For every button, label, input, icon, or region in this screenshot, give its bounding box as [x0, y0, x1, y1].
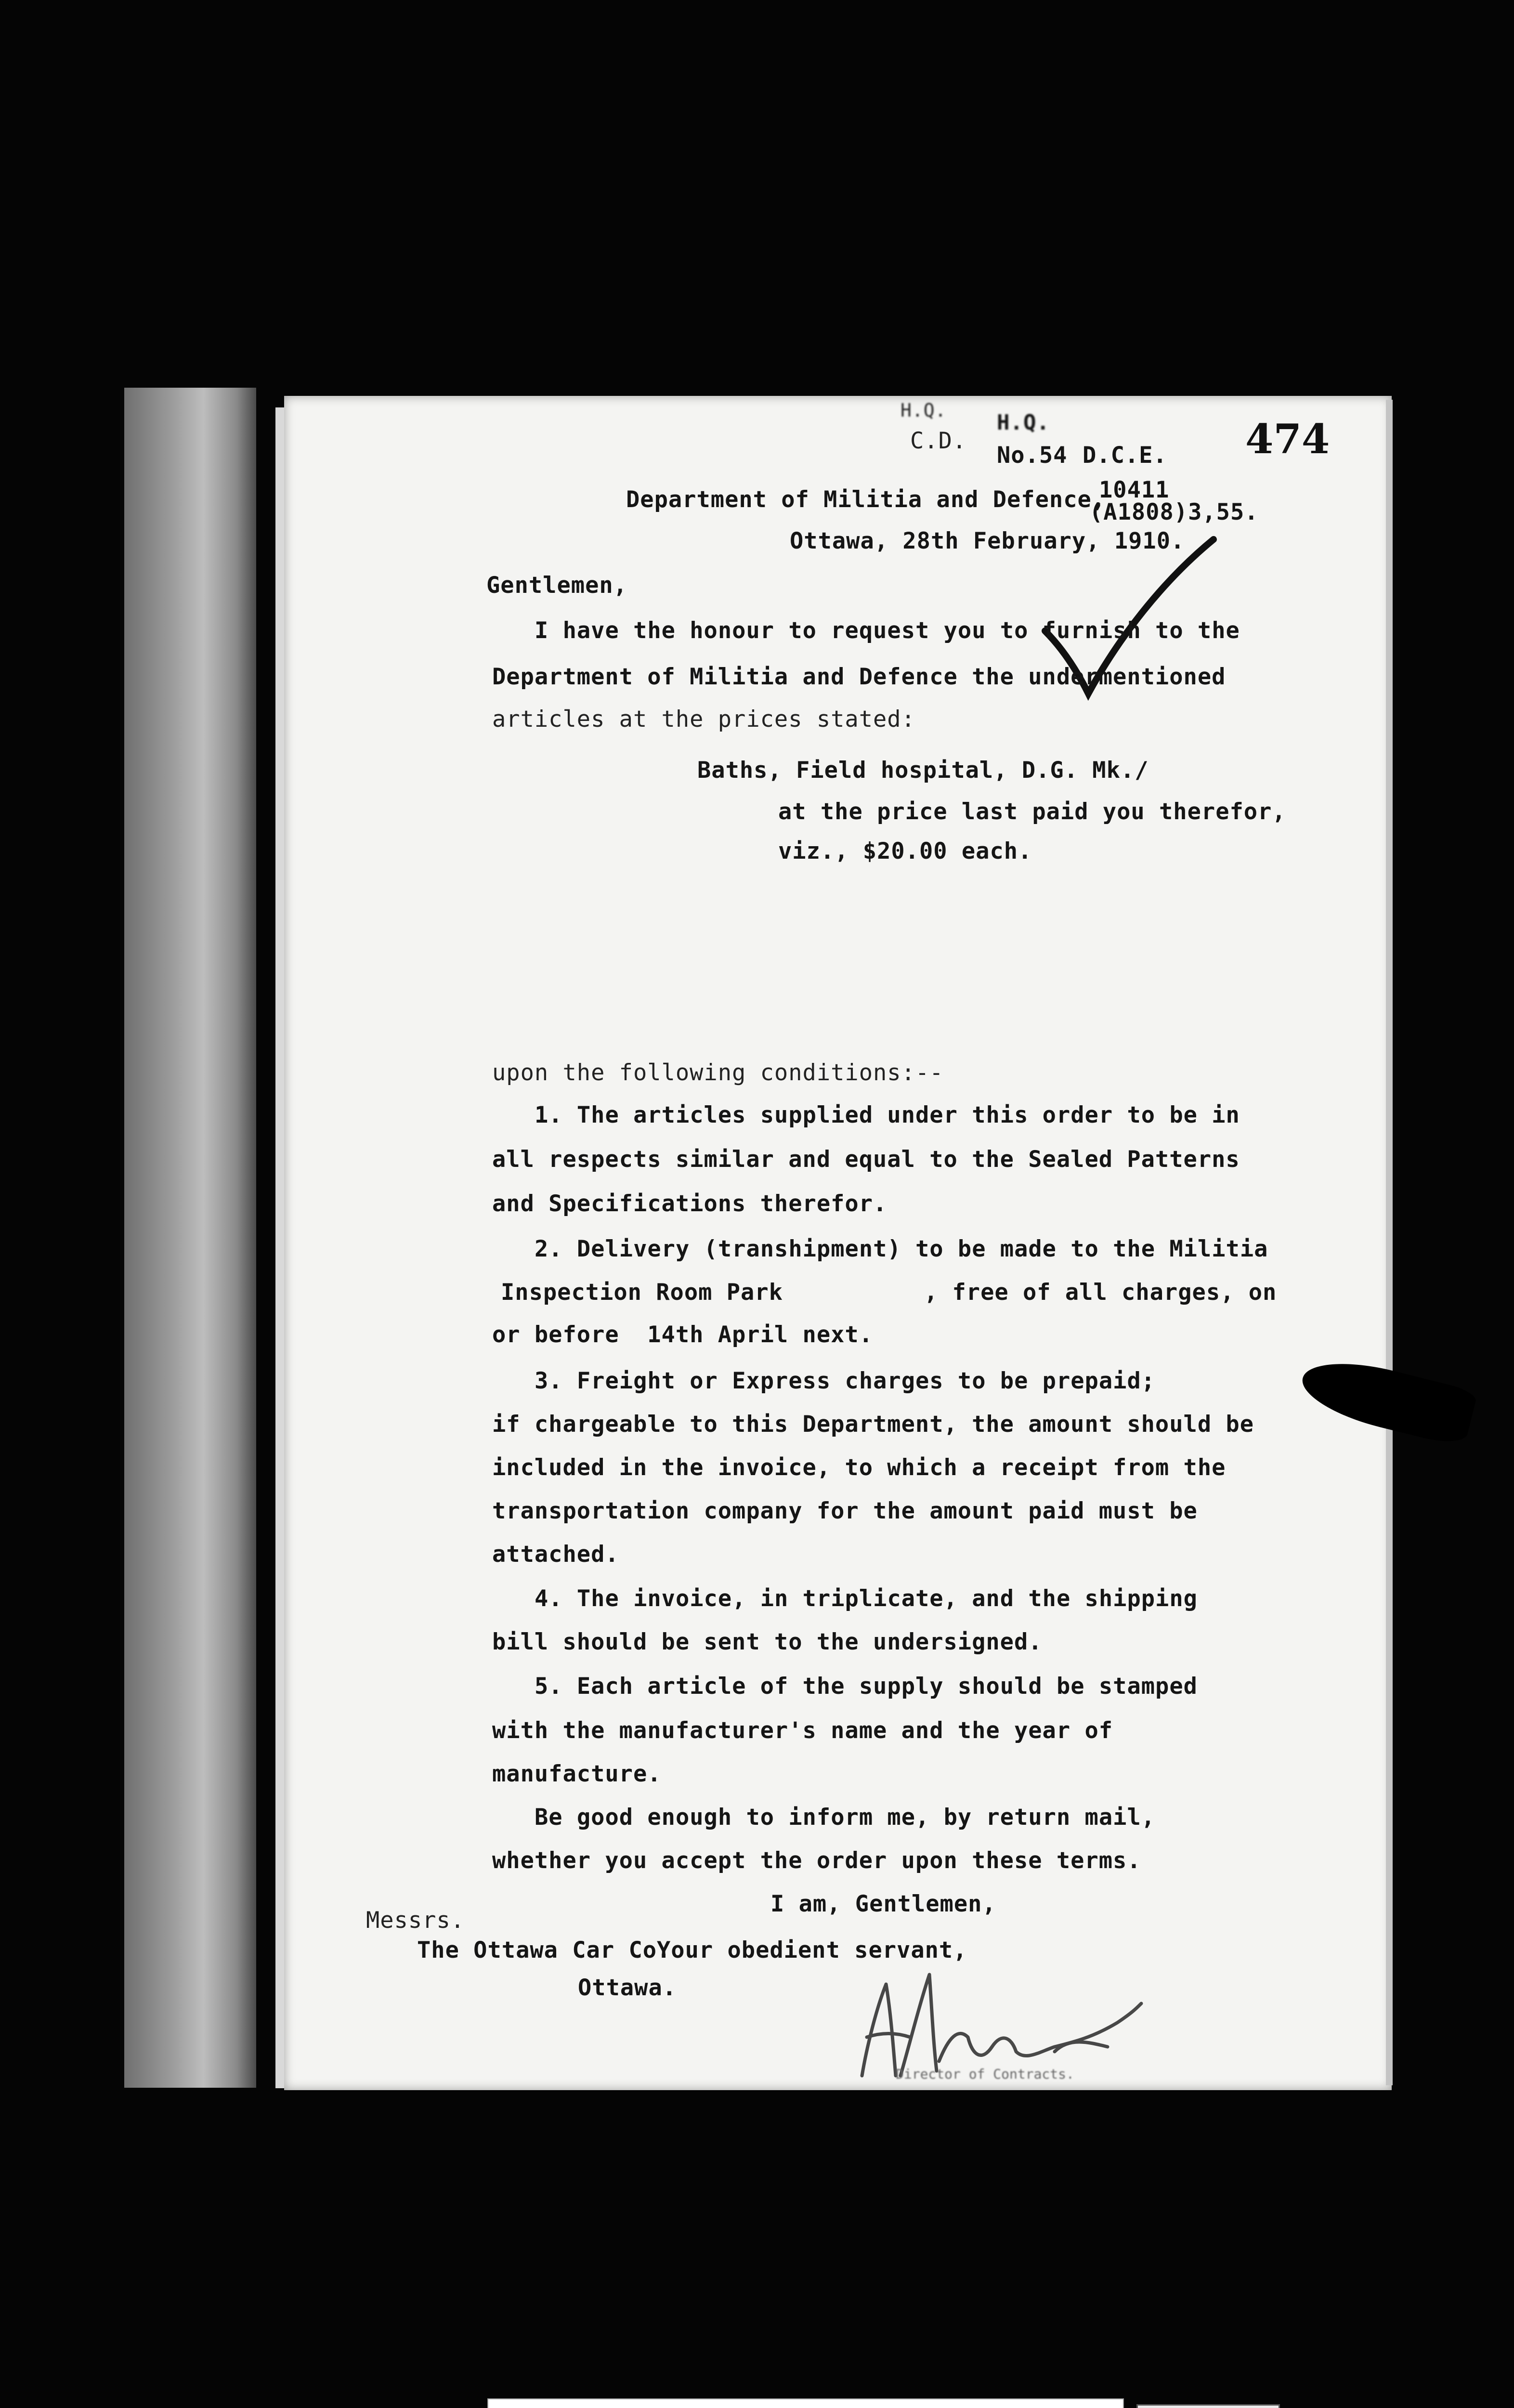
order-item-line-1: Baths, Field hospital, D.G. Mk./ [697, 757, 1149, 784]
condition-1-line-2: all respects similar and equal to the Sealed Patterns [492, 1146, 1240, 1173]
intro-line-2: Department of Militia and Defence the undermentioned [492, 664, 1226, 690]
condition-1-line-3: and Specifications therefor. [492, 1191, 888, 1217]
closing-line-2: whether you accept the order upon these terms. [492, 1847, 1141, 1874]
intro-line-3: articles at the prices stated: [492, 706, 915, 733]
addressee-messrs: Messrs. [366, 1907, 465, 1934]
header-ref-code: 10411 [1099, 477, 1170, 503]
header-no-stamp: D.C.E. [1083, 442, 1167, 469]
condition-5-line-3: manufacture. [492, 1761, 662, 1787]
condition-3-line-4: transportation company for the amount paid must be [492, 1498, 1198, 1524]
archive-reference-label [487, 2398, 1124, 2408]
condition-3-line-5: attached. [492, 1541, 619, 1568]
condition-3-line-3: included in the invoice, to which a receipt from the [492, 1454, 1226, 1481]
conditions-intro: upon the following conditions:-- [492, 1060, 944, 1086]
addressee-city: Ottawa. [578, 1975, 677, 2001]
addressee-company: The Ottawa Car Co. [417, 1937, 671, 1963]
signature-title: Director of Contracts. [896, 2066, 1074, 2082]
salutation: Gentlemen, [486, 572, 627, 599]
order-item-line-3: viz., $20.00 each. [778, 838, 1032, 864]
page-right-edge [1386, 400, 1393, 2085]
condition-2-line-3: or before 14th April next. [492, 1322, 874, 1348]
condition-3-line-2: if chargeable to this Department, the amount should be [492, 1411, 1254, 1438]
page-number: 474 [1245, 415, 1330, 463]
header-stamp-top: H.Q. [997, 410, 1050, 435]
obedient-servant: Your obedient servant, [657, 1937, 967, 1963]
condition-2-line-1: 2. Delivery (transhipment) to be made to the Militia [535, 1236, 1268, 1262]
header-ref-cd: C.D. [910, 428, 967, 454]
poor-copies-notice [1136, 2404, 1280, 2408]
binding-strip [124, 388, 256, 2088]
condition-5-line-1: 5. Each article of the supply should be stamped [535, 1673, 1198, 1700]
condition-2-line-2: Inspection Room Park , free of all charges, on [501, 1279, 1277, 1306]
condition-4-line-2: bill should be sent to the undersigned. [492, 1629, 1043, 1655]
intro-line-1: I have the honour to request you to furnish to the [535, 617, 1240, 644]
condition-3-line-1: 3. Freight or Express charges to be prepaid; [535, 1368, 1156, 1394]
condition-4-line-1: 4. The invoice, in triplicate, and the shipping [535, 1585, 1198, 1612]
header-no: No.54 [997, 442, 1068, 469]
header-ref-hq: H.Q. [901, 400, 947, 421]
department-heading: Department of Militia and Defence, [626, 486, 1106, 513]
header-ref-code-2: (A1808)3,55. [1089, 499, 1259, 525]
condition-5-line-2: with the manufacturer's name and the year of [492, 1717, 1113, 1744]
closing-line-1: Be good enough to inform me, by return mail, [535, 1804, 1156, 1831]
complimentary-close: I am, Gentlemen, [770, 1891, 996, 1917]
place-date: Ottawa, 28th February, 1910. [790, 528, 1185, 554]
condition-1-line-1: 1. The articles supplied under this order to be in [535, 1102, 1240, 1128]
order-item-line-2: at the price last paid you therefor, [778, 798, 1286, 825]
page-edge [275, 407, 285, 2088]
